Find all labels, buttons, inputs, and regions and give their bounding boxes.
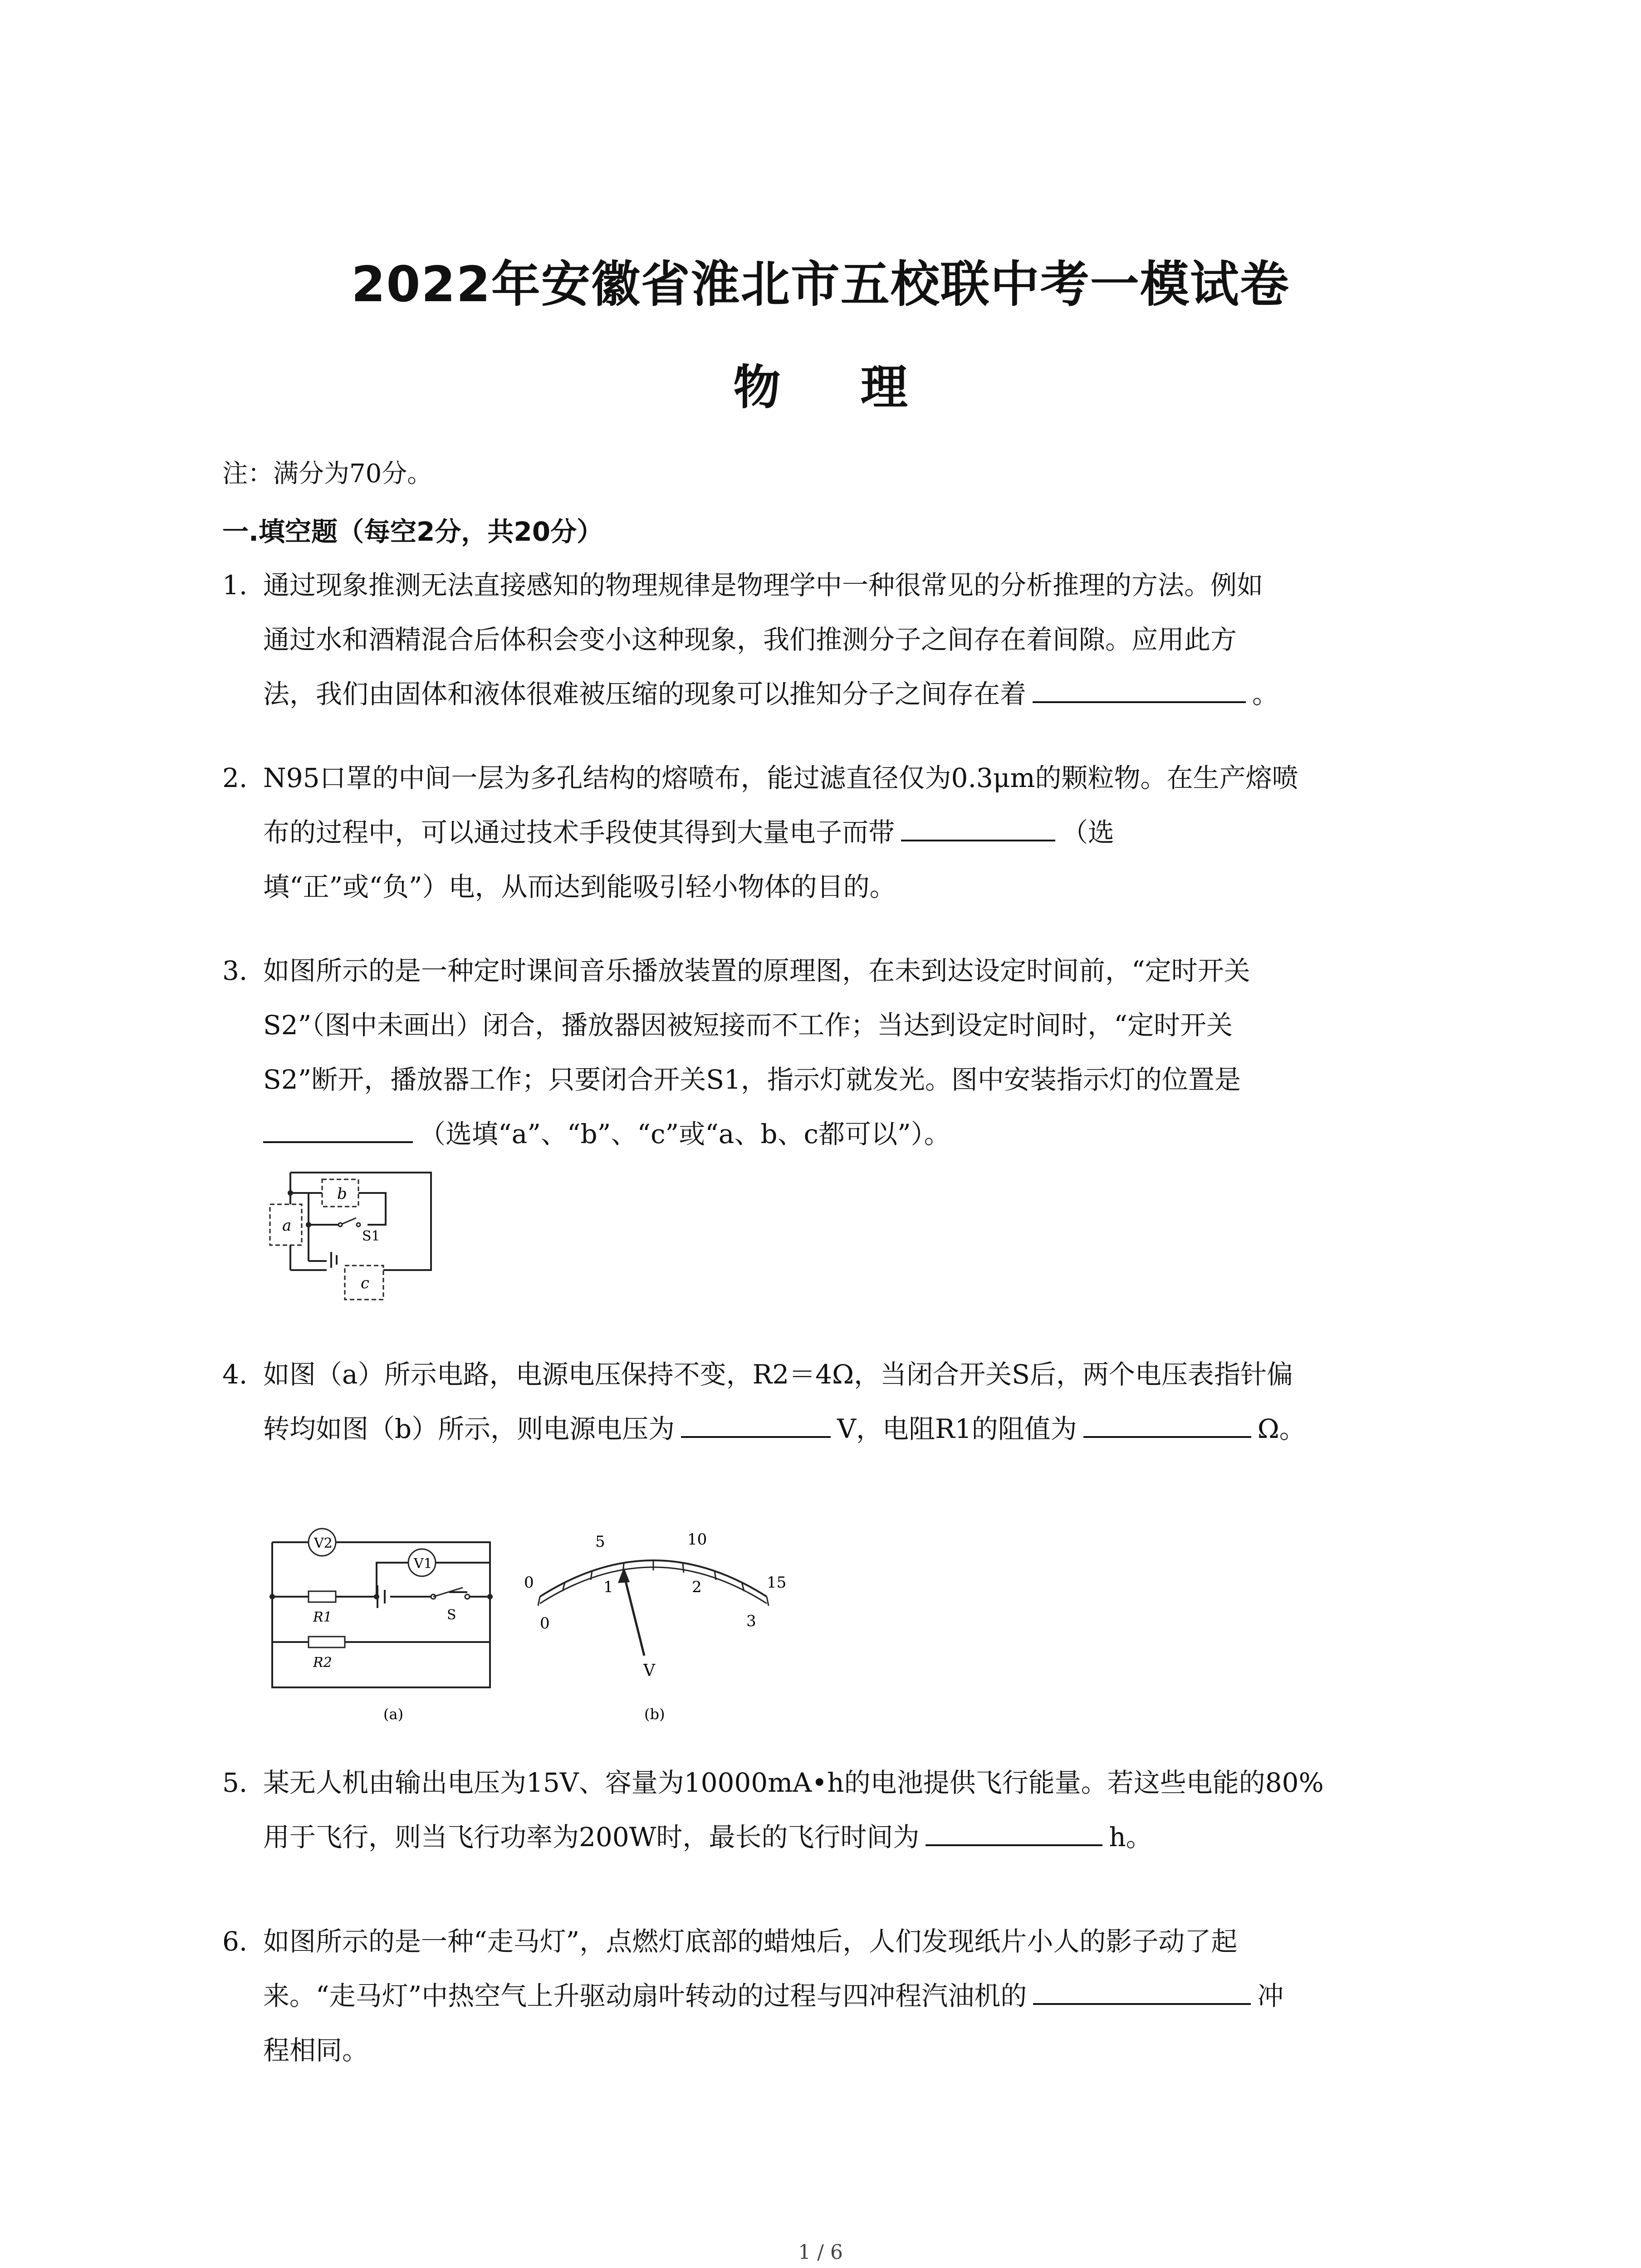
question-text: N95口罩的中间一层为多孔结构的熔喷布，能过滤直径仅为0.3μm的颗粒物。在生产熔喷 xyxy=(263,763,1298,793)
question-text: 通过水和酒精混合后体积会变小这种现象，我们推测分子之间存在着间隙。应用此方 xyxy=(263,624,1237,655)
question-text: 如图所示的是一种定时课间音乐播放装置的原理图，在未到达设定时间前，“定时开关 xyxy=(263,955,1250,986)
question-1 xyxy=(222,558,1447,721)
question-text: （选 xyxy=(1062,817,1115,848)
answer-blank[interactable] xyxy=(681,1404,831,1438)
question-text: 来。“走马灯”中热空气上升驱动扇叶转动的过程与四冲程汽油机的 xyxy=(263,1980,1027,2011)
caption-b: (b) xyxy=(644,1706,665,1723)
tick-bottom-2: 2 xyxy=(692,1578,702,1596)
question-number: 4. xyxy=(222,1359,248,1390)
question-2 xyxy=(222,751,1447,914)
question-text: Ω。 xyxy=(1257,1413,1306,1444)
question-text: 程相同。 xyxy=(263,2035,369,2066)
score-note: 注：满分为70分。 xyxy=(222,459,433,489)
answer-blank[interactable] xyxy=(263,1110,413,1143)
subject-title: 物 理 xyxy=(733,360,940,415)
question-text: S2”断开，播放器工作；只要闭合开关S1，指示灯就发光。图中安装指示灯的位置是 xyxy=(263,1064,1241,1095)
tick-top-10: 10 xyxy=(687,1530,707,1549)
resistor-r1 xyxy=(309,1591,336,1602)
q4-circuit-figure-a xyxy=(263,1515,508,1728)
question-text: 布的过程中，可以通过技术手段使其得到大量电子而带 xyxy=(263,817,895,848)
question-text: h。 xyxy=(1109,1822,1152,1853)
question-number: 2. xyxy=(222,763,248,793)
q3-circuit-figure xyxy=(263,1159,445,1304)
question-text: 法，我们由固体和液体很难被压缩的现象可以推知分子之间存在着 xyxy=(263,679,1027,709)
label-v2: V2 xyxy=(314,1535,333,1551)
question-number: 3. xyxy=(222,955,248,986)
tick-bottom-3: 3 xyxy=(746,1612,756,1630)
needle xyxy=(624,1574,644,1656)
page-number: 1 / 6 xyxy=(798,2241,843,2264)
question-5 xyxy=(222,1755,1447,1864)
question-text: （选填“a”、“b”、“c”或“a、b、c都可以”）。 xyxy=(419,1119,950,1149)
caption-a: (a) xyxy=(383,1706,404,1723)
answer-blank[interactable] xyxy=(1033,670,1246,703)
label-a: a xyxy=(282,1217,292,1235)
dial-unit: V xyxy=(643,1662,655,1680)
question-number: 5. xyxy=(222,1767,248,1798)
question-6 xyxy=(222,1914,1447,2077)
question-text: 填“正”或“负”）电，从而达到能吸引轻小物体的目的。 xyxy=(263,871,896,902)
resistor-r2 xyxy=(309,1637,345,1647)
label-v1: V1 xyxy=(414,1556,432,1572)
tick-bottom-0: 0 xyxy=(540,1614,550,1633)
question-text: S2”（图中未画出）闭合，播放器因被短接而不工作；当达到设定时间时，“定时开关 xyxy=(263,1010,1233,1041)
answer-blank[interactable] xyxy=(901,808,1055,841)
question-number: 6. xyxy=(222,1926,248,1957)
q4-voltmeter-figure-b xyxy=(513,1506,794,1733)
label-s: S xyxy=(447,1607,456,1623)
question-text: 。 xyxy=(1252,679,1279,709)
question-text: 转均如图（b）所示，则电源电压为 xyxy=(263,1413,675,1444)
tick-top-0: 0 xyxy=(524,1574,534,1592)
answer-blank[interactable] xyxy=(926,1813,1102,1846)
tick-top-15: 15 xyxy=(767,1574,787,1592)
label-r1: R1 xyxy=(313,1609,332,1625)
section-heading: 一.填空题（每空2分，共20分） xyxy=(222,516,603,547)
question-text: 如图（a）所示电路，电源电压保持不变，R2＝4Ω，当闭合开关S后，两个电压表指针偏 xyxy=(263,1359,1293,1390)
question-3 xyxy=(222,943,1447,1161)
tick-top-5: 5 xyxy=(595,1533,605,1551)
label-r2: R2 xyxy=(313,1655,332,1671)
question-text: 如图所示的是一种“走马灯”，点燃灯底部的蜡烛后，人们发现纸片小人的影子动了起 xyxy=(263,1926,1238,1957)
exam-title: 2022年安徽省淮北市五校联中考一模试卷 xyxy=(351,256,1290,313)
question-text: V，电阻R1的阻值为 xyxy=(837,1413,1077,1444)
answer-blank[interactable] xyxy=(1083,1404,1251,1438)
question-text: 用于飞行，则当飞行功率为200W时，最长的飞行时间为 xyxy=(263,1822,920,1853)
question-4 xyxy=(222,1347,1447,1456)
label-b: b xyxy=(337,1185,347,1203)
question-text: 通过现象推测无法直接感知的物理规律是物理学中一种很常见的分析推理的方法。例如 xyxy=(263,570,1264,601)
label-c: c xyxy=(361,1274,370,1292)
question-text: 冲 xyxy=(1257,1980,1284,2011)
question-text: 某无人机由输出电压为15V、容量为10000mA•h的电池提供飞行能量。若这些电能的80% xyxy=(263,1767,1324,1798)
label-s1: S1 xyxy=(362,1228,380,1244)
answer-blank[interactable] xyxy=(1033,1971,1251,2005)
tick-bottom-1: 1 xyxy=(603,1578,613,1596)
question-number: 1. xyxy=(222,570,248,601)
